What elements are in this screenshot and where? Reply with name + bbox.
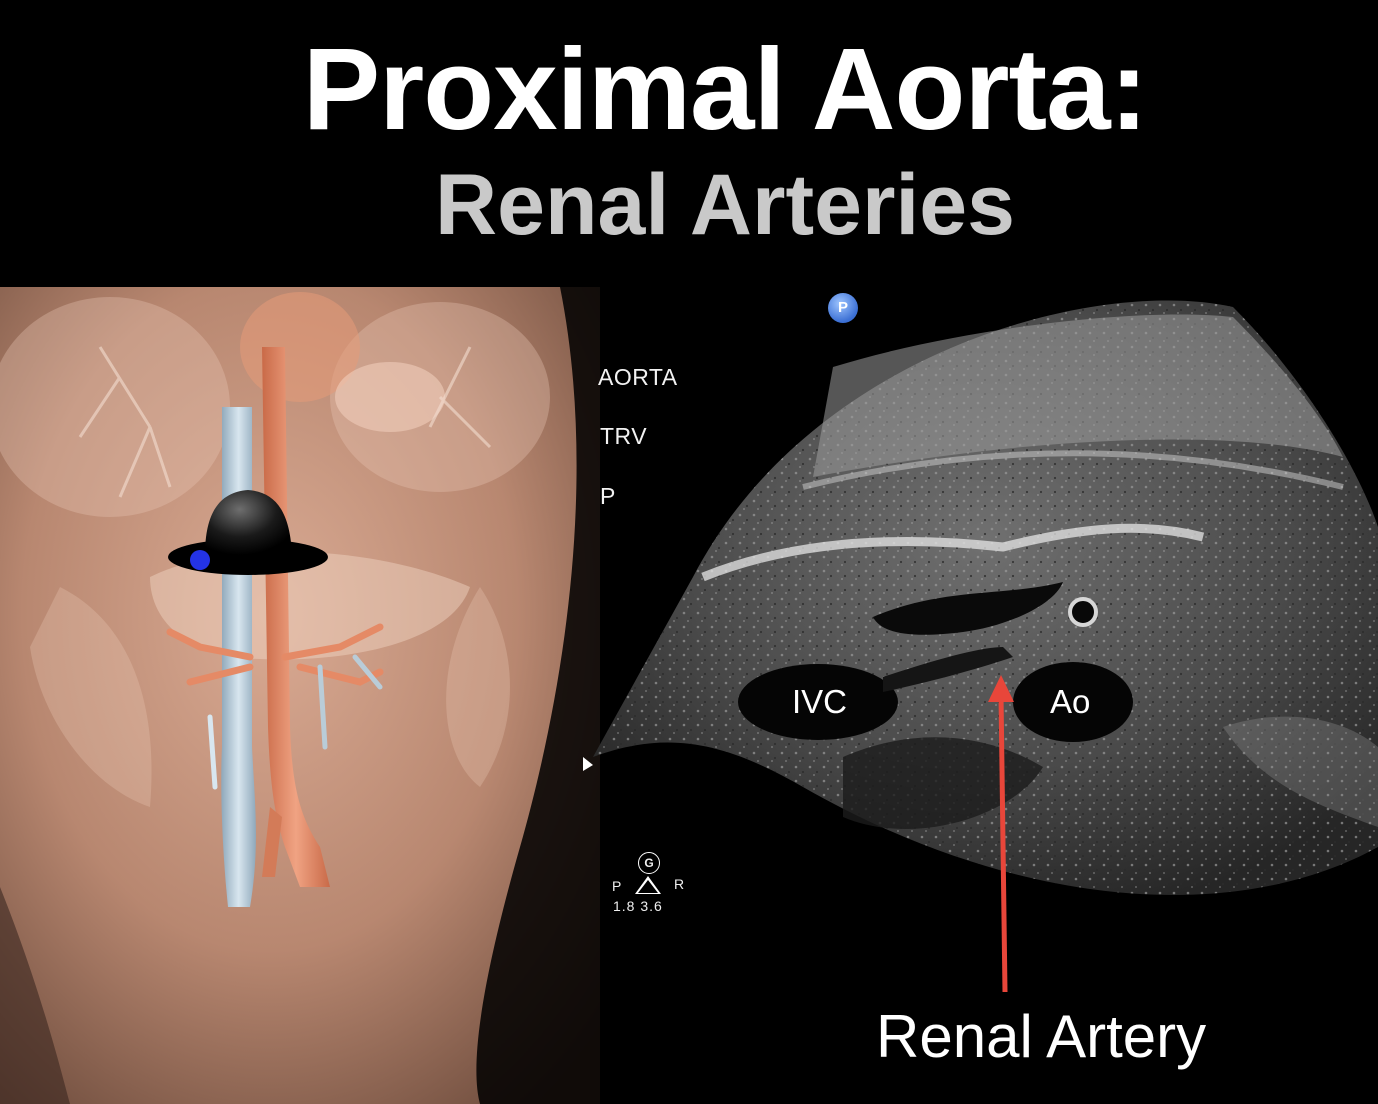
probe-orientation-badge: P xyxy=(828,293,858,323)
anatomy-illustration xyxy=(0,287,600,1104)
label-trv: TRV xyxy=(600,423,648,449)
probe-marker xyxy=(190,550,210,570)
renal-artery-caption: Renal Artery xyxy=(876,1003,1207,1070)
slide-title: Proximal Aorta: xyxy=(302,24,1148,154)
gain-icon: G xyxy=(638,852,660,874)
label-ivc: IVC xyxy=(792,683,848,720)
orientation-marker xyxy=(610,852,700,922)
label-p: P xyxy=(600,483,616,509)
slide-subtitle: Renal Arteries xyxy=(435,157,1015,253)
orientation-values: 1.8 3.6 xyxy=(613,898,663,914)
label-ao: Ao xyxy=(1050,683,1091,720)
label-aorta: AORTA xyxy=(598,364,678,390)
orientation-right: R xyxy=(674,876,685,892)
ultrasound-image xyxy=(583,287,1378,1104)
orientation-left: P xyxy=(612,878,622,894)
